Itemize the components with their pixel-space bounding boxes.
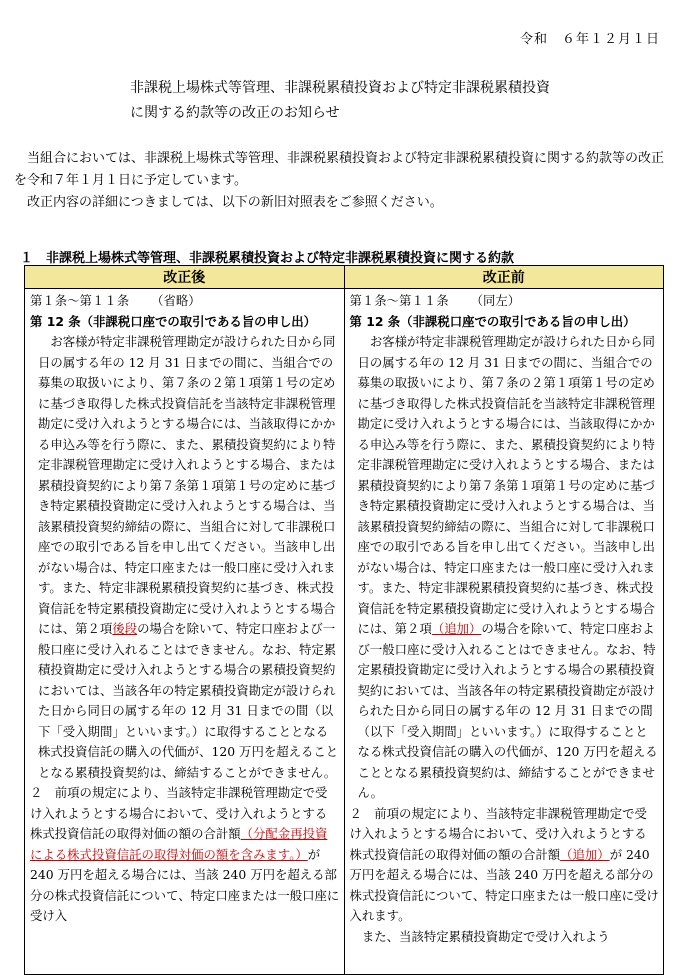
revised-text: 後段	[112, 621, 138, 636]
article-range	[350, 291, 660, 312]
title-line-2: に関する約款等の改正のお知らせ	[130, 105, 340, 121]
article-12-paragraph-2	[350, 804, 660, 927]
paragraph-text: の場合を除いて、特定口座および一般口座に受け入れることはできません。なお、特定累積投資勘定に受け入れようとする場合の累積投資契約においては、当該各年の特定累積投資勘定が設けられた日から同日の属する年の 12 月 31 日までの間（以下「受入期間」といいます。）に取得することとなる株式投資信託の購入の代価が、120 万円を超えることとなる累積投資契約は、締結することができません。	[357, 621, 658, 800]
header-after-revision: 改正後	[25, 266, 345, 289]
intro-text	[14, 148, 674, 214]
article-12-paragraph-3: また、当該特定累積投資勘定で受け入れよう	[361, 928, 610, 944]
paragraph-text: お客様が特定非課税管理勘定が設けられた日から同日の属する年の 12 月 31 日までの間に、当組合での募集の取扱いにより、第７条の２第１項第１号の定めに基づき取得した株式投資信託を当該特定非課税管理勘定に受け入れようとする場合には、当該取得にかかる申込み等を行う際に、また、累積投資契約により特定非課税管理勘定に受け入れようとする場合、または累積投資契約により第７条第１項第１号の定めに基づき特定累積投資勘定に受け入れようとする場合は、当該累積投資契約締結の際に、当組合に対して非課税口座での取引である旨を申し出てください。当該申し出がない場合は、特定口座または一般口座に受け入れます。また、特定非課税累積投資契約に基づき、株式投資信託を特定累積投資勘定に受け入れようとする場合には、第２項	[38, 334, 336, 636]
intro-paragraph-2: 改正内容の詳細につきましては、以下の新旧対照表をご参照ください。	[27, 195, 443, 210]
paragraph-text: の場合を除いて、特定口座および一般口座に受け入れることはできません。なお、特定累積投資勘定に受け入れようとする場合の累積投資契約においては、当該各年の特定累積投資勘定が設けられた日から同日の属する年の 12 月 31 日までの間（以下「受入期間」といいます。）に取得することとなる株式投資信託の購入の代価が、120 万円を超えることとなる累積投資契約は、締結することができません。	[38, 621, 339, 780]
article-12-heading: 第 12 条（非課税口座での取引である旨の申し出）	[30, 313, 317, 329]
article-range-note: （同左）	[470, 293, 521, 308]
paragraph-text: が 240 万円を超える場合には、当該 240 万円を超える部分の株式投資信託について、特定口座または一般口座に受け入れます。	[349, 846, 659, 923]
article-range-label: 第１条～第１１条	[349, 293, 449, 308]
paragraph-text: が 240 万円を超える場合には、当該 240 万円を超える部分の株式投資信託について、特定口座または一般口座に受け入	[30, 846, 340, 923]
article-12-paragraph-2	[30, 783, 340, 927]
article-12-paragraph-1	[350, 332, 660, 804]
title-line-1: 非課税上場株式等管理、非課税累積投資および特定非課税累積投資	[130, 80, 550, 96]
notice-date: 令和 ６年１２月１日	[519, 32, 660, 47]
old-text-cell	[344, 289, 664, 975]
revised-text: （追加）	[431, 621, 482, 636]
paragraph-text: お客様が特定非課税管理勘定が設けられた日から同日の属する年の 12 月 31 日までの間に、当組合での募集の取扱いにより、第７条の２第１項第１号の定めに基づき取得した株式投資信託を当該特定非課税管理勘定に受け入れようとする場合には、当該取得にかかる申込み等を行う際に、また、累積投資契約により特定非課税管理勘定に受け入れようとする場合、または累積投資契約により第７条第１項第１号の定めに基づき特定累積投資勘定に受け入れようとする場合は、当該累積投資契約締結の際に、当組合に対して非課税口座での取引である旨を申し出てください。当該申し出がない場合は、特定口座または一般口座に受け入れます。また、特定非課税累積投資契約に基づき、株式投資信託を特定累積投資勘定に受け入れようとする場合には、第２項	[357, 334, 655, 636]
table-header-row	[25, 266, 664, 289]
article-range	[30, 291, 340, 312]
revised-text: （追加）	[560, 846, 610, 862]
article-range-note: （省略）	[151, 293, 201, 308]
revised-text: （分配金再投資による株式投資信託の取得対価の額を含みます。）	[30, 826, 328, 862]
notice-title	[130, 76, 550, 126]
intro-paragraph-1: 当組合においては、非課税上場株式等管理、非課税累積投資および特定非課税累積投資に関する約款等の改正を令和７年１月１日に予定しています。	[14, 151, 665, 188]
new-text-cell	[25, 289, 345, 975]
article-range-label: 第１条～第１１条	[30, 293, 130, 308]
comparison-table	[24, 265, 664, 975]
header-before-revision: 改正前	[344, 266, 664, 289]
article-12-heading: 第 12 条（非課税口座での取引である旨の申し出）	[349, 313, 636, 329]
paragraph-text: ２ 前項の規定により、当該特定非課税管理勘定で受け入れようとする場合において、受け入れようとする株式投資信託の取得対価の額の合計額	[349, 805, 647, 862]
table-row	[25, 289, 664, 975]
paragraph-text: ２ 前項の規定により、当該特定非課税管理勘定で受け入れようとする場合において、受け入れようとする株式投資信託の取得対価の額の合計額	[30, 785, 328, 841]
article-12-paragraph-1	[30, 332, 340, 783]
section-title: １ 非課税上場株式等管理、非課税累積投資および特定非課税累積投資に関する約款	[20, 251, 515, 266]
